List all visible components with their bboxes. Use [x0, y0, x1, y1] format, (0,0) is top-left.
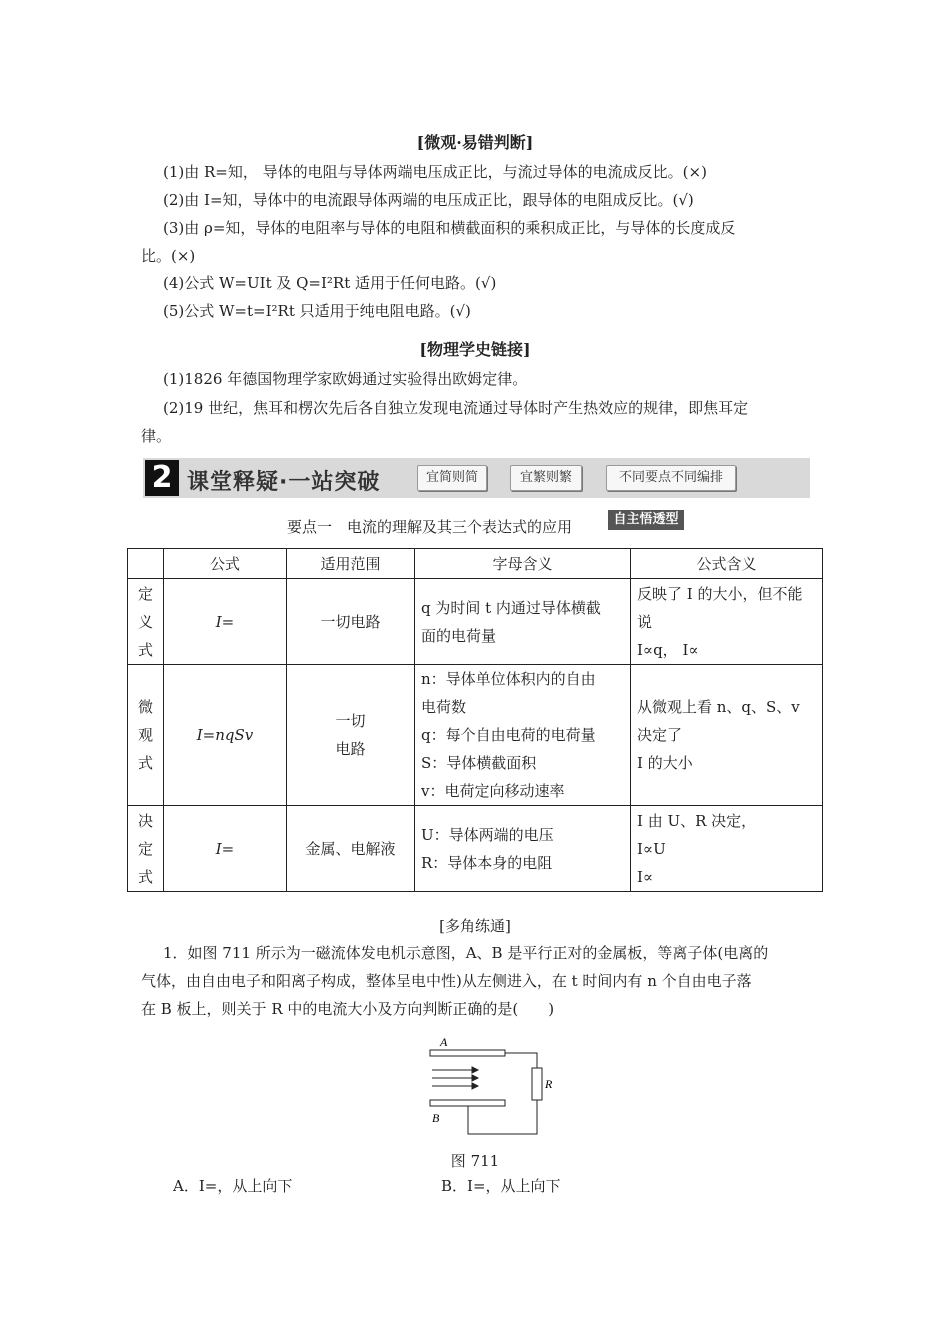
meaning-line: I∝U	[637, 839, 666, 858]
letters-line: n：导体单位体积内的自由	[421, 670, 596, 688]
plate-a	[430, 1050, 505, 1056]
section-heading-history: [物理学史链接]	[419, 340, 531, 359]
table-header-empty	[128, 549, 164, 579]
row-formula: I=	[164, 806, 287, 892]
option-a[interactable]: A．I=，从上向下	[173, 1177, 293, 1195]
resistor	[532, 1068, 542, 1100]
label-b: B	[432, 1111, 440, 1125]
row-scope: 金属、电解液	[287, 806, 415, 892]
section-banner	[143, 458, 810, 498]
plate-b	[430, 1100, 505, 1106]
letters-line: 面的电荷量	[421, 626, 497, 645]
table-row	[128, 806, 823, 892]
judgment-item-1: (1)由 R=知， 导体的电阻与导体两端电压成正比，与流过导体的电流成反比。(×)	[163, 163, 707, 181]
letters-line: q：每个自由电荷的电荷量	[421, 726, 596, 744]
meaning-line: I∝	[637, 867, 654, 886]
row-letters	[415, 579, 631, 665]
banner-title: 课堂释疑·一站突破	[187, 470, 381, 495]
judgment-item-5: (5)公式 W=t=I²Rt 只适用于纯电阻电路。(√)	[163, 302, 471, 320]
option-b[interactable]: B．I=，从上向下	[441, 1177, 561, 1195]
practice-heading: [多角练通]	[439, 917, 511, 935]
letters-line: U：导体两端的电压	[421, 825, 554, 844]
history-item-2-cont: 律。	[141, 427, 172, 445]
question-line-1: 1．如图 711 所示为一磁流体发电机示意图，A、B 是平行正对的金属板，等离子体(电离的	[163, 944, 769, 962]
letters-line: S：导体横截面积	[421, 754, 537, 772]
meaning-line: 反映了 I 的大小，但不能说	[637, 584, 803, 631]
figure-caption: 图 711	[450, 1152, 500, 1170]
banner-button-different[interactable]: 不同要点不同编排	[606, 465, 736, 491]
formula-table	[127, 548, 823, 892]
letters-line: q 为时间 t 内通过导体横截	[421, 598, 601, 617]
judgment-item-4: (4)公式 W=UIt 及 Q=I²Rt 适用于任何电路。(√)	[163, 274, 497, 292]
arrows	[432, 1067, 478, 1089]
history-item-2: (2)19 世纪，焦耳和楞次先后各自独立发现电流通过导体时产生热效应的规律，即焦耳定	[163, 399, 749, 417]
letters-line: v：电荷定向移动速率	[421, 782, 565, 800]
table-header-meaning: 公式含义	[631, 549, 823, 579]
row-scope	[287, 665, 415, 806]
generator-diagram	[420, 1030, 560, 1140]
section-heading-misjudgment: [微观·易错判断]	[416, 133, 534, 152]
scope-text: 一切电路	[335, 712, 366, 758]
banner-button-simple[interactable]: 宜简则简	[417, 465, 487, 491]
meaning-line: 从微观上看 n、q、S、v 决定了	[637, 698, 800, 744]
row-letters	[415, 806, 631, 892]
row-meaning	[631, 665, 823, 806]
row-formula: I=nqSv	[164, 665, 287, 806]
keypoint-title: 要点一 电流的理解及其三个表达式的应用	[287, 518, 573, 536]
judgment-item-3-cont: 比。(×)	[141, 247, 196, 265]
letters-line: R：导体本身的电阻	[421, 853, 553, 872]
letters-line: 电荷数	[421, 698, 467, 716]
question-line-2: 气体，由自由电子和阳离子构成，整体呈电中性)从左侧进入，在 t 时间内有 n 个自由电子落	[141, 972, 752, 990]
row-formula: I=	[164, 579, 287, 665]
row-meaning	[631, 579, 823, 665]
meaning-line: I 由 U、R 决定，	[637, 811, 757, 830]
meaning-line: I 的大小	[637, 754, 693, 772]
table-header-formula: 公式	[164, 549, 287, 579]
row-name: 定义式	[138, 584, 154, 659]
table-row	[128, 579, 823, 665]
wire-top	[505, 1053, 537, 1068]
label-a: A	[440, 1035, 448, 1049]
banner-button-complex[interactable]: 宜繁则繁	[510, 465, 582, 491]
keypoint-tag: 自主悟透型	[608, 510, 684, 530]
row-scope: 一切电路	[287, 579, 415, 665]
history-item-1: (1)1826 年德国物理学家欧姆通过实验得出欧姆定律。	[163, 370, 528, 388]
row-meaning	[631, 806, 823, 892]
judgment-item-2: (2)由 I=知，导体中的电流跟导体两端的电压成正比，跟导体的电阻成反比。(√)	[163, 191, 694, 209]
banner-number: 2	[145, 460, 179, 496]
table-header-letters: 字母含义	[415, 549, 631, 579]
label-r: R	[545, 1077, 553, 1091]
table-row	[128, 665, 823, 806]
meaning-line: I∝q， I∝	[637, 640, 699, 659]
row-letters	[415, 665, 631, 806]
table-header-scope: 适用范围	[287, 549, 415, 579]
row-name: 决定式	[138, 811, 154, 886]
question-line-3: 在 B 板上，则关于 R 中的电流大小及方向判断正确的是( )	[141, 1000, 555, 1018]
row-name: 微观式	[138, 698, 154, 772]
judgment-item-3: (3)由 ρ=知，导体的电阻率与导体的电阻和横截面积的乘积成正比，与导体的长度成反	[163, 219, 736, 237]
